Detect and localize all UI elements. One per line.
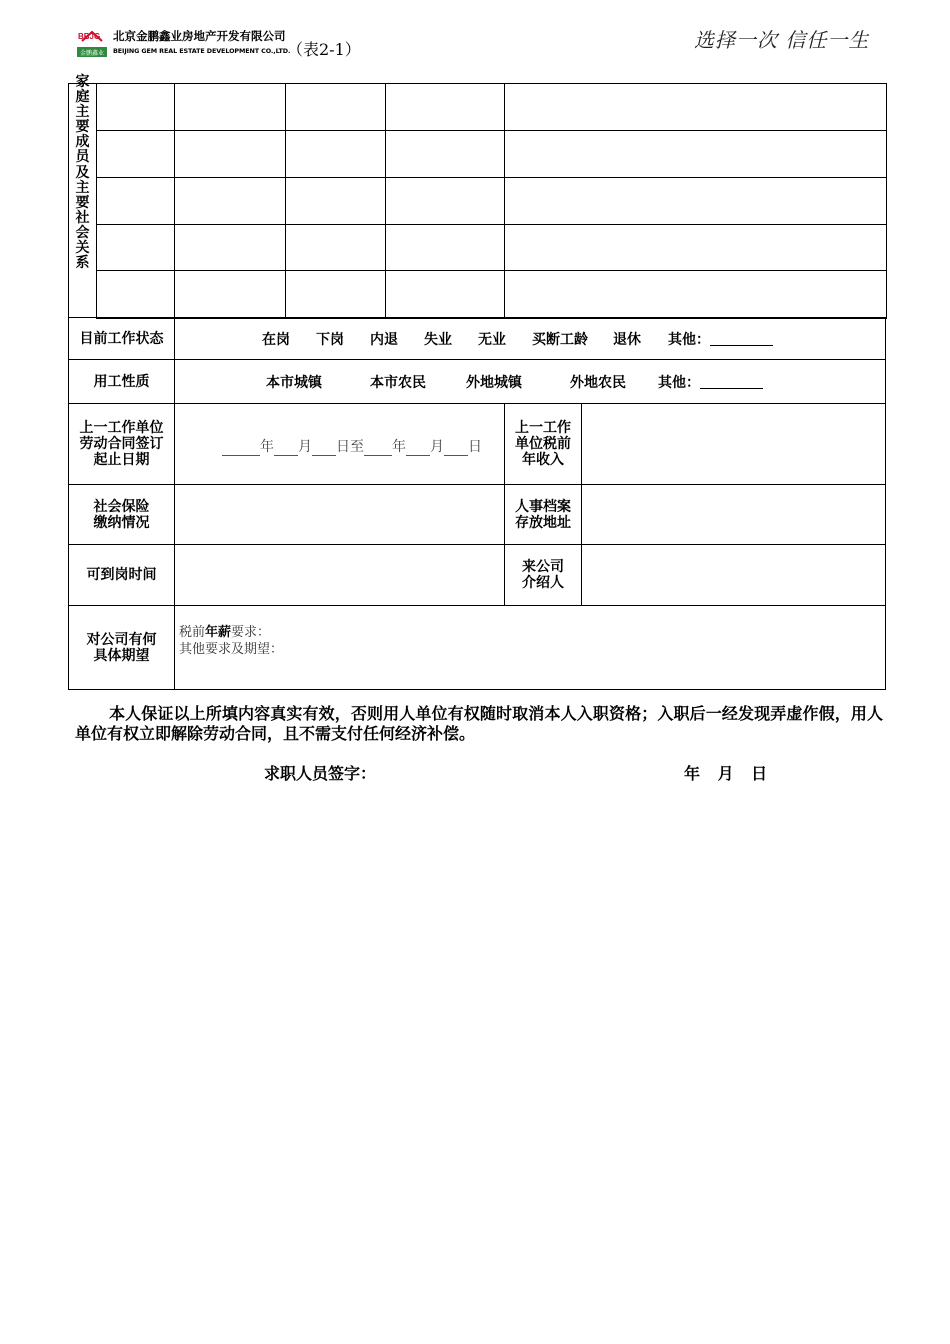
family-cell[interactable] [96, 224, 175, 271]
option-no-job[interactable]: 无业 [478, 331, 506, 348]
date-month-end: 月 [430, 439, 444, 455]
option-city-rural[interactable]: 本市农民 [370, 374, 426, 391]
work-status-label: 目前工作状态 [68, 317, 175, 360]
company-name-cn: 北京金鹏鑫业房地产开发有限公司 [113, 29, 286, 43]
option-unemployed[interactable]: 失业 [424, 331, 452, 348]
social-insurance-label: 社会保险 缴纳情况 [68, 484, 175, 545]
option-retired[interactable]: 退休 [613, 331, 641, 348]
archive-address-field[interactable] [581, 484, 886, 545]
family-cell[interactable] [174, 224, 286, 271]
contract-date-range [222, 436, 482, 456]
option-on-duty[interactable]: 在岗 [262, 331, 290, 348]
option-other[interactable]: 其他： [668, 331, 710, 348]
family-cell[interactable] [504, 83, 887, 131]
other-requirements: 其他要求及期望： [179, 642, 284, 657]
work-status-options [262, 317, 773, 360]
family-cell[interactable] [285, 224, 386, 271]
option-other[interactable]: 其他： [658, 374, 700, 391]
logo-mark-text: BBJG [78, 32, 101, 41]
expectation-text [179, 624, 283, 658]
option-laid-off[interactable]: 下岗 [316, 331, 344, 348]
family-cell[interactable] [96, 83, 175, 131]
signature-label: 求职人员签字： [264, 764, 377, 783]
family-cell[interactable] [174, 130, 286, 178]
family-cell[interactable] [385, 177, 505, 225]
family-label: 家 庭 主 要 成 员 及 主 要 社 会 关 系 [75, 74, 90, 272]
family-cell[interactable] [504, 224, 887, 271]
salary-requirement: 税前年薪要求： [179, 625, 271, 640]
family-cell[interactable] [174, 270, 286, 319]
employment-type-label: 用工性质 [68, 359, 175, 404]
declaration-text: 本人保证以上所填内容真实有效，否则用人单位有权随时取消本人入职资格；入职后一经发现弄虚作假，用人单位有权立即解除劳动合同，且不需支付任何经济补偿。 [75, 704, 883, 743]
family-cell[interactable] [504, 130, 887, 178]
contract-dates-label: 上一工作单位 劳动合同签订 起止日期 [68, 403, 175, 485]
signature-date: 年 月 日 [684, 764, 768, 783]
employment-type-options [266, 359, 763, 404]
date-month: 月 [298, 439, 312, 455]
archive-address-label: 人事档案 存放地址 [504, 484, 582, 545]
option-outside-rural[interactable]: 外地农民 [570, 374, 626, 391]
family-cell[interactable] [504, 177, 887, 225]
social-insurance-field[interactable] [174, 484, 505, 545]
family-cell[interactable] [96, 177, 175, 225]
family-cell[interactable] [96, 270, 175, 319]
date-day-end: 日 [468, 439, 482, 455]
family-cell[interactable] [385, 224, 505, 271]
family-cell[interactable] [174, 83, 286, 131]
option-outside-urban[interactable]: 外地城镇 [466, 374, 522, 391]
date-day-to: 日至 [336, 439, 364, 455]
family-cell[interactable] [504, 270, 887, 319]
family-cell[interactable] [285, 130, 386, 178]
family-cell[interactable] [285, 83, 386, 131]
family-cell[interactable] [385, 130, 505, 178]
family-cell[interactable] [385, 83, 505, 131]
date-year: 年 [260, 439, 274, 455]
form-code: （表2-1） [287, 40, 361, 59]
available-date-field[interactable] [174, 544, 505, 606]
prev-income-label: 上一工作 单位税前 年收入 [504, 403, 582, 485]
prev-income-field[interactable] [581, 403, 886, 485]
date-year-end: 年 [392, 439, 406, 455]
family-cell[interactable] [174, 177, 286, 225]
logo-badge-text: 金鹏鑫业 [79, 50, 105, 57]
company-logo-mark [76, 26, 108, 58]
option-internal-retire[interactable]: 内退 [370, 331, 398, 348]
option-buyout[interactable]: 买断工龄 [532, 331, 588, 348]
other-blank[interactable] [710, 331, 773, 346]
other-blank[interactable] [700, 374, 763, 389]
option-city-urban[interactable]: 本市城镇 [266, 374, 322, 391]
family-cell[interactable] [285, 270, 386, 319]
family-cell[interactable] [385, 270, 505, 319]
referrer-label: 来公司 介绍人 [504, 544, 582, 606]
company-name-en: BEIJING GEM REAL ESTATE DEVELOPMENT CO.,LTD. [113, 47, 291, 55]
slogan-text: 选择一次 信任一生 [694, 28, 870, 52]
family-cell[interactable] [285, 177, 386, 225]
referrer-field[interactable] [581, 544, 886, 606]
expectation-label: 对公司有何 具体期望 [68, 605, 175, 690]
slogan-handwriting [692, 24, 884, 58]
company-logo [76, 26, 291, 60]
family-cell[interactable] [96, 130, 175, 178]
available-date-label: 可到岗时间 [68, 544, 175, 606]
